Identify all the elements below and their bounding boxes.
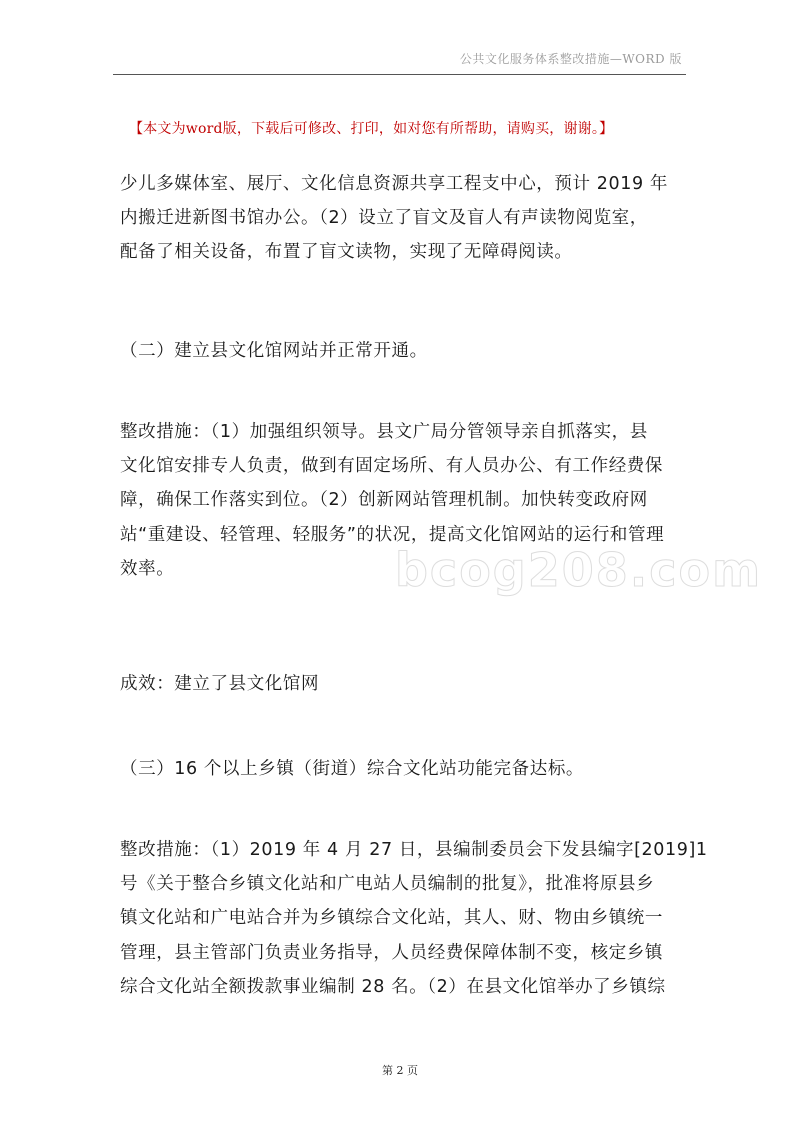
header-rule [113,74,686,75]
text-line: 镇文化站和广电站合并为乡镇综合文化站，其人、财、物由乡镇统一 [120,908,663,929]
text-line: 管理，县主管部门负责业务指导，人员经费保障体制不变，核定乡镇 [120,942,663,963]
paragraph-measures-2 [120,415,682,586]
page-number: 第 2 页 [382,1064,418,1077]
text-line: 综合文化站全额拨款事业编制 28 名。（2）在县文化馆举办了乡镇综 [120,976,666,997]
download-notice: 【本文为word版，下载后可修改、打印，如对您有所帮助，请购买，谢谢。】 [129,121,614,137]
paragraph-results [120,667,682,701]
text-line: 站“重建设、轻管理、轻服务”的状况，提高文化馆网站的运行和管理 [120,524,665,545]
text-line: 障，确保工作落实到位。（2）创新网站管理机制。加快转变政府网 [120,490,648,511]
text-line: 效率。 [120,558,175,579]
text-line: 内搬迁进新图书馆办公。（2）设立了盲文及盲人有声读物阅览室， [120,208,648,229]
section-heading-2 [120,334,682,368]
text-line: 文化馆安排专人负责，做到有固定场所、有人员办公、有工作经费保 [120,456,663,477]
text-line: 整改措施：（1）加强组织领导。县文广局分管领导亲自抓落实，县 [120,422,648,442]
paragraph-continuation [120,167,682,270]
text-line: 号《关于整合乡镇文化站和广电站人员编制的批复》，批准将原县乡 [120,874,655,895]
text-line: （二）建立县文化馆网站并正常开通。 [120,341,428,361]
text-line: 配备了相关设备，布置了盲文读物，实现了无障碍阅读。 [120,242,573,263]
header-title: 公共文化服务体系整改措施—WORD 版 [459,52,682,66]
text-line: （三）16 个以上乡镇（街道）综合文化站功能完备达标。 [120,759,585,779]
text-line: 成效：建立了县文化馆网 [120,674,320,694]
section-heading-3 [120,752,682,786]
text-line: 整改措施：（1）2019 年 4 月 27 日，县编制委员会下发县编字[2019]1 [120,840,708,860]
text-line: 少儿多媒体室、展厅、文化信息资源共享工程支中心，预计 2019 年 [120,174,668,194]
paragraph-measures-3 [120,833,708,1004]
watermark: bcog208.com [395,543,763,597]
